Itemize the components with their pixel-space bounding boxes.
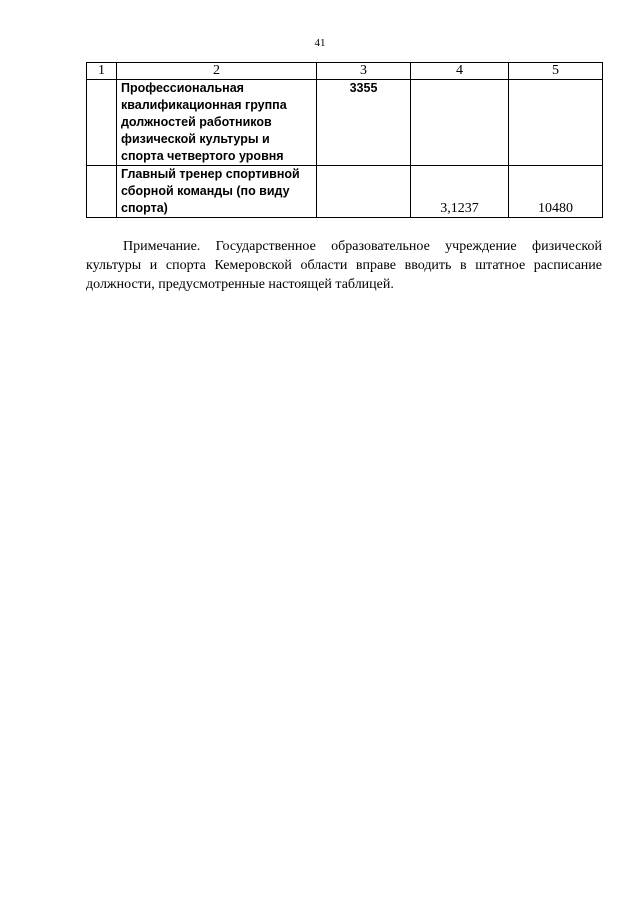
table-cell xyxy=(87,80,117,166)
table-header-cell: 5 xyxy=(509,63,603,80)
staff-table xyxy=(86,62,603,218)
table-cell xyxy=(509,80,603,166)
table-header-cell: 3 xyxy=(317,63,411,80)
table-cell xyxy=(317,166,411,218)
page-number: 41 xyxy=(314,37,326,49)
coefficient-cell: 3,1237 xyxy=(411,166,509,218)
position-name-cell: Главный тренер спортивной сборной команды (по виду спорта) xyxy=(117,166,317,218)
table-header-cell: 2 xyxy=(117,63,317,80)
table-row xyxy=(87,80,603,166)
note-paragraph: Примечание. Государственное образовательное учреждение физической культуры и спорта Кемеровской области вправе вводить в штатное расписание должности, предусмотренные настоящей таблицей. xyxy=(86,239,602,292)
table-cell xyxy=(411,80,509,166)
table-row xyxy=(87,166,603,218)
table-cell xyxy=(87,166,117,218)
group-code-cell: 3355 xyxy=(317,80,411,166)
group-name-cell: Профессиональная квалификационная группа должностей работников физической культуры и спорта четвертого уровня xyxy=(117,80,317,166)
salary-cell: 10480 xyxy=(509,166,603,218)
table-header-row xyxy=(87,63,603,80)
table-header-cell: 4 xyxy=(411,63,509,80)
table-header-cell: 1 xyxy=(87,63,117,80)
